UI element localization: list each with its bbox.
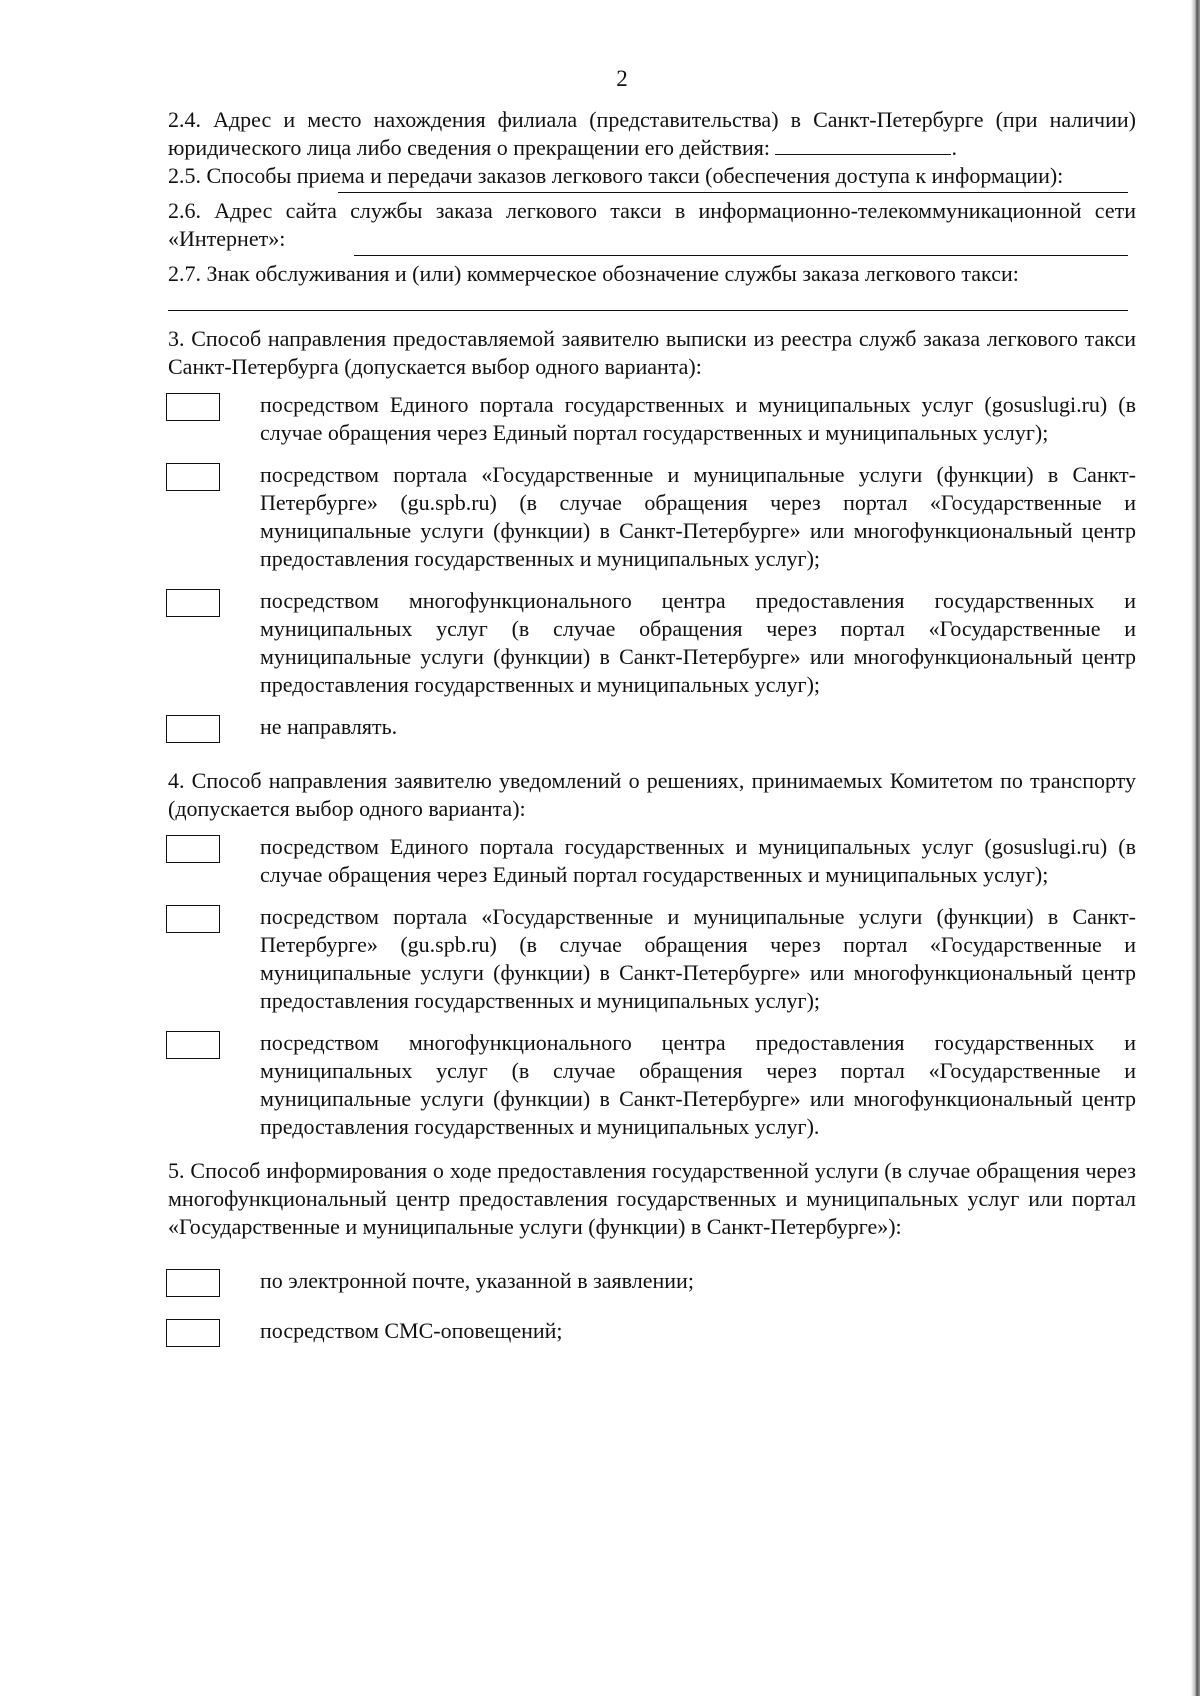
section-5-checkbox-2[interactable]: [166, 1319, 220, 1347]
document-page: [168, 66, 1136, 1345]
section-5: [168, 1157, 1136, 1345]
section-3-title: 3. Способ направления предоставляемой заявителю выписки из реестра служб заказа легкового такси Санкт-Петербурга (допускается выбор одного варианта):: [168, 326, 1136, 379]
section-3-option-4-label: не направлять.: [260, 714, 398, 739]
section-3-option-1: [168, 391, 1136, 447]
field-2-6-label: 2.6. Адрес сайта службы заказа легкового такси в информационно-телекоммуникационной сети «Интернет»:: [168, 198, 1136, 251]
section-3-option-2-label: посредством портала «Государственные и муниципальные услуги (функции) в Санкт-Петербурге» (gu.spb.ru) (в случае обращения через портал «Государственные и муниципальные услуги (функции) в Санкт-Петербурге» или многофункциональный центр предоставления государственных и муниципальных услуг);: [260, 462, 1136, 571]
section-4-checkbox-2[interactable]: [166, 905, 220, 933]
field-2-4: 2.4. Адрес и место нахождения филиала (представительства) в Санкт-Петербурге (при наличии) юридического лица либо сведения о прекращении его действия: .: [168, 107, 1136, 160]
section-3-option-3: [168, 587, 1136, 699]
section-5-option-2-label: посредством СМС-оповещений;: [260, 1318, 563, 1343]
section-4-option-3: [168, 1029, 1136, 1141]
section-3-checkbox-2[interactable]: [166, 463, 220, 491]
field-2-7: [168, 260, 1136, 288]
section-5-checkbox-1[interactable]: [166, 1269, 220, 1297]
field-2-4-label: 2.4. Адрес и место нахождения филиала (представительства) в Санкт-Петербурге (при наличии) юридического лица либо сведения о прекращении его действия:: [168, 107, 1136, 160]
section-3-checkbox-3[interactable]: [166, 589, 220, 617]
page-number: 2: [616, 66, 628, 91]
section-3-option-4: [168, 713, 1136, 741]
section-3: [168, 325, 1136, 741]
section-4-title: 4. Способ направления заявителю уведомлений о решениях, принимаемых Комитетом по транспорту (допускается выбор одного варианта):: [168, 768, 1136, 821]
section-4-option-1: [168, 833, 1136, 889]
section-3-checkbox-4[interactable]: [166, 715, 220, 743]
section-4-option-1-label: посредством Единого портала государственных и муниципальных услуг (gosuslugi.ru) (в случае обращения через Единый портал государственных и муниципальных услуг);: [260, 834, 1136, 887]
section-5-option-1-label: по электронной почте, указанной в заявлении;: [260, 1268, 694, 1293]
section-5-option-2: [168, 1317, 1136, 1345]
field-2-7-label: 2.7. Знак обслуживания и (или) коммерческое обозначение службы заказа легкового такси:: [168, 261, 1019, 286]
section-4-option-3-label: посредством многофункционального центра предоставления государственных и муниципальных услуг (в случае обращения через портал «Государственные и муниципальные услуги (функции) в Санкт-Петербурге» или многофункциональный центр предоставления государственных и муниципальных услуг).: [260, 1030, 1136, 1139]
field-2-7-input[interactable]: [168, 292, 1128, 311]
section-4-checkbox-1[interactable]: [166, 835, 220, 863]
field-2-6-input[interactable]: [354, 237, 1128, 256]
section-3-checkbox-1[interactable]: [166, 393, 220, 421]
section-4-option-2-label: посредством портала «Государственные и муниципальные услуги (функции) в Санкт-Петербурге» (gu.spb.ru) (в случае обращения через портал «Государственные и муниципальные услуги (функции) в Санкт-Петербурге» или многофункциональный центр предоставления государственных и муниципальных услуг);: [260, 904, 1136, 1013]
field-2-5-label: 2.5. Способы приема и передачи заказов легкового такси (обеспечения доступа к информации):: [168, 163, 1064, 188]
section-5-option-1: [168, 1267, 1136, 1295]
section-4-option-2: [168, 903, 1136, 1015]
section-4-checkbox-3[interactable]: [166, 1031, 220, 1059]
section-4: [168, 767, 1136, 1141]
field-2-5: [168, 162, 1136, 190]
section-5-title: 5. Способ информирования о ходе предоставления государственной услуги (в случае обращения через многофункциональный центр предоставления государственных и муниципальных услуг или портал «Государственные и муниципальные услуги (функции) в Санкт-Петербурге»):: [168, 1158, 1136, 1239]
section-3-option-2: [168, 461, 1136, 573]
field-2-4-input[interactable]: [775, 136, 951, 155]
scan-edge: [1191, 0, 1200, 1696]
section-3-option-3-label: посредством многофункционального центра предоставления государственных и муниципальных услуг (в случае обращения через портал «Государственные и муниципальные услуги (функции) в Санкт-Петербурге» или многофункциональный центр предоставления государственных и муниципальных услуг);: [260, 588, 1136, 697]
section-3-option-1-label: посредством Единого портала государственных и муниципальных услуг (gosuslugi.ru) (в случае обращения через Единый портал государственных и муниципальных услуг);: [260, 392, 1136, 445]
